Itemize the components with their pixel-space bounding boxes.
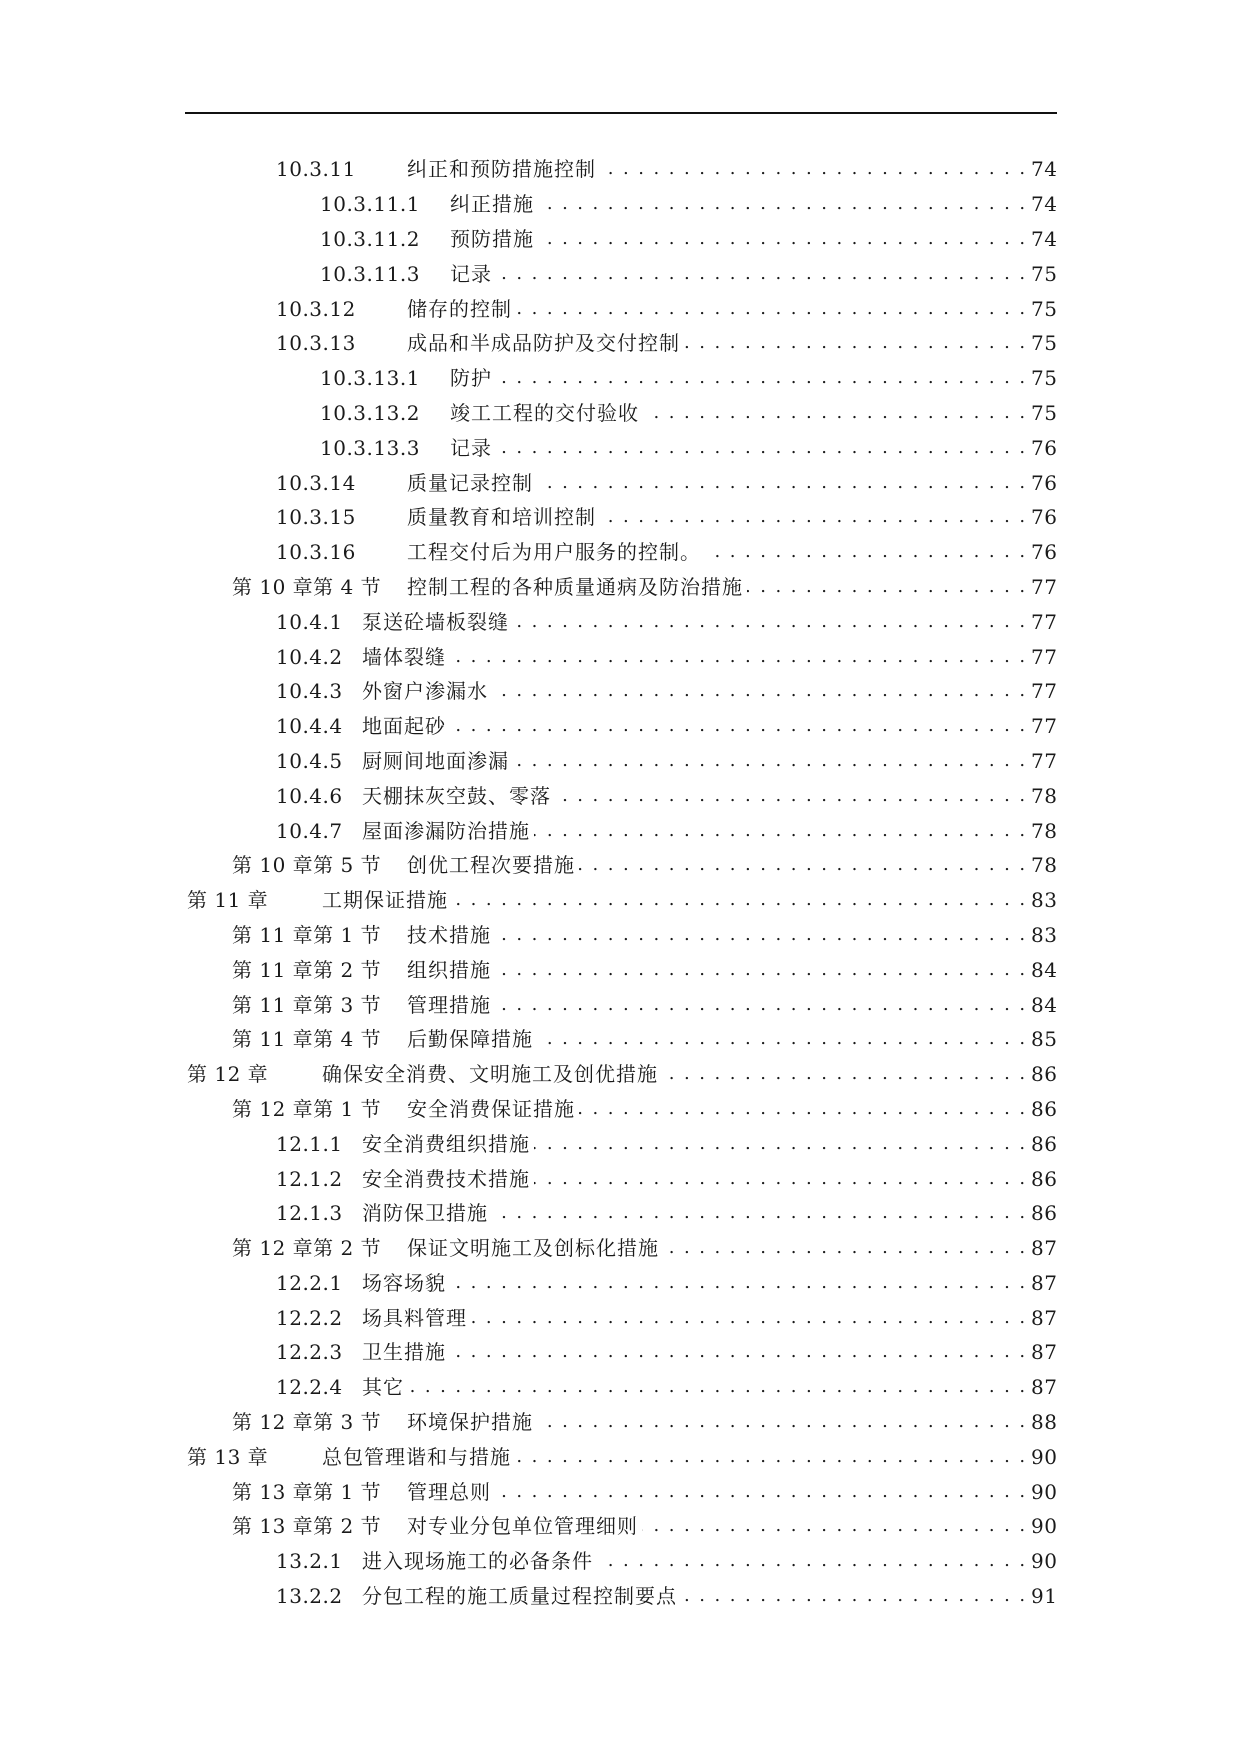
toc-entry[interactable] (0, 1092, 1241, 1127)
toc-entry-number: 第 11 章第 4 节 (232, 1027, 382, 1052)
toc-entry-number: 10.3.14 (276, 470, 356, 495)
toc-dot-leader (537, 1027, 1027, 1051)
toc-dot-leader (492, 679, 1027, 703)
toc-entry[interactable] (0, 1335, 1241, 1370)
toc-dot-leader (538, 192, 1027, 216)
toc-entry-page: 84 (1031, 992, 1058, 1017)
toc-entry-page: 87 (1031, 1340, 1058, 1365)
toc-entry-page: 83 (1031, 888, 1058, 913)
toc-entry-page: 75 (1031, 400, 1058, 425)
toc-dot-leader (534, 1132, 1027, 1156)
table-of-contents (0, 152, 1241, 1613)
toc-entry-number: 10.3.13.3 (320, 435, 420, 460)
toc-entry-page: 88 (1031, 1410, 1058, 1435)
toc-entry[interactable] (0, 604, 1241, 639)
toc-entry-title: 屋面渗漏防治措施 (362, 818, 530, 843)
toc-entry-title: 组织措施 (407, 957, 491, 982)
toc-entry-page: 86 (1031, 1166, 1058, 1191)
toc-dot-leader (663, 1236, 1027, 1260)
toc-entry-page: 77 (1031, 574, 1058, 599)
toc-entry-page: 74 (1031, 192, 1058, 217)
toc-entry[interactable] (0, 674, 1241, 709)
toc-entry[interactable] (0, 1126, 1241, 1161)
toc-entry-page: 75 (1031, 261, 1058, 286)
toc-entry[interactable] (0, 1405, 1241, 1440)
toc-entry-title: 质量记录控制 (407, 470, 533, 495)
toc-entry-number: 第 11 章第 3 节 (232, 992, 382, 1017)
toc-entry-number: 10.3.15 (276, 505, 356, 530)
toc-entry-title: 竣工工程的交付验收 (450, 400, 639, 425)
toc-dot-leader (515, 1445, 1027, 1469)
toc-entry[interactable] (0, 1266, 1241, 1301)
toc-dot-leader (495, 993, 1027, 1017)
toc-entry-title: 场容场貌 (362, 1270, 446, 1295)
toc-entry[interactable] (0, 396, 1241, 431)
toc-entry-number: 12.1.2 (276, 1166, 343, 1191)
toc-entry[interactable] (0, 813, 1241, 848)
toc-entry-number: 10.4.5 (276, 748, 343, 773)
toc-entry-title: 质量教育和培训控制 (407, 505, 596, 530)
toc-entry-page: 75 (1031, 296, 1058, 321)
toc-entry-page: 78 (1031, 853, 1058, 878)
toc-entry-title: 记录 (450, 261, 492, 286)
toc-entry-page: 76 (1031, 540, 1058, 565)
toc-dot-leader (747, 575, 1027, 599)
toc-entry-title: 创优工程次要措施 (407, 853, 575, 878)
toc-entry-title: 成品和半成品防护及交付控制 (407, 331, 680, 356)
toc-entry-number: 10.3.13.2 (320, 400, 420, 425)
toc-entry-number: 第 12 章第 1 节 (232, 1096, 382, 1121)
toc-entry-number: 13.2.2 (276, 1584, 343, 1609)
toc-entry-number: 10.4.2 (276, 644, 343, 669)
toc-entry-page: 76 (1031, 505, 1058, 530)
toc-entry-number: 10.4.1 (276, 609, 343, 634)
toc-entry-number: 10.3.13 (276, 331, 356, 356)
toc-entry-title: 储存的控制 (407, 296, 512, 321)
toc-entry-title: 墙体裂缝 (362, 644, 446, 669)
toc-entry-number: 10.4.3 (276, 679, 343, 704)
toc-dot-leader (496, 366, 1027, 390)
toc-entry-title: 卫生措施 (362, 1340, 446, 1365)
toc-entry[interactable] (0, 1579, 1241, 1614)
toc-entry-page: 85 (1031, 1027, 1058, 1052)
toc-entry-page: 74 (1031, 157, 1058, 182)
toc-entry[interactable] (0, 918, 1241, 953)
toc-dot-leader (450, 1271, 1027, 1295)
toc-entry-title: 环境保护措施 (407, 1410, 533, 1435)
toc-entry[interactable] (0, 848, 1241, 883)
toc-entry[interactable] (0, 1022, 1241, 1057)
toc-dot-leader (597, 1549, 1027, 1573)
toc-entry-number: 12.2.1 (276, 1270, 343, 1295)
toc-entry-number: 12.1.1 (276, 1131, 343, 1156)
toc-entry-title: 后勤保障措施 (407, 1027, 533, 1052)
toc-dot-leader (496, 262, 1027, 286)
toc-entry-number: 10.4.7 (276, 818, 343, 843)
toc-entry-page: 83 (1031, 922, 1058, 947)
toc-dot-leader (452, 888, 1027, 912)
toc-entry-title: 纠正措施 (450, 192, 534, 217)
toc-entry-number: 10.3.13.1 (320, 366, 420, 391)
toc-entry[interactable] (0, 1439, 1241, 1474)
toc-entry-title: 安全消费保证措施 (407, 1096, 575, 1121)
toc-entry-number: 10.3.11.3 (320, 261, 420, 286)
toc-entry-title: 厨厕间地面渗漏 (362, 748, 509, 773)
toc-entry-number: 10.4.4 (276, 714, 343, 739)
toc-entry[interactable] (0, 1057, 1241, 1092)
toc-dot-leader (643, 401, 1027, 425)
toc-entry-title: 工程交付后为用户服务的控制。 (407, 540, 701, 565)
toc-dot-leader (555, 784, 1027, 808)
toc-entry-title: 纠正和预防措施控制 (407, 157, 596, 182)
toc-entry[interactable] (0, 1196, 1241, 1231)
toc-dot-leader (513, 749, 1027, 773)
toc-dot-leader (450, 645, 1027, 669)
toc-entry[interactable] (0, 709, 1241, 744)
toc-entry-page: 86 (1031, 1131, 1058, 1156)
toc-entry[interactable] (0, 1544, 1241, 1579)
toc-dot-leader (450, 714, 1027, 738)
toc-entry-page: 90 (1031, 1444, 1058, 1469)
toc-dot-leader (492, 1201, 1027, 1225)
toc-entry[interactable] (0, 1300, 1241, 1335)
toc-entry-title: 消防保卫措施 (362, 1201, 488, 1226)
toc-entry-number: 10.3.12 (276, 296, 356, 321)
toc-entry-page: 90 (1031, 1514, 1058, 1539)
toc-entry-title: 其它 (362, 1375, 404, 1400)
toc-entry-title: 工期保证措施 (322, 888, 448, 913)
toc-entry-page: 77 (1031, 714, 1058, 739)
toc-dot-leader (662, 1062, 1027, 1086)
toc-entry-number: 12.2.3 (276, 1340, 343, 1365)
toc-entry-page: 87 (1031, 1305, 1058, 1330)
toc-entry-page: 75 (1031, 366, 1058, 391)
toc-entry-title: 安全消费技术措施 (362, 1166, 530, 1191)
toc-entry[interactable] (0, 222, 1241, 257)
toc-entry-page: 87 (1031, 1375, 1058, 1400)
toc-entry-page: 77 (1031, 748, 1058, 773)
toc-entry-page: 90 (1031, 1479, 1058, 1504)
toc-entry-number: 第 12 章第 3 节 (232, 1410, 382, 1435)
toc-entry-page: 76 (1031, 470, 1058, 495)
toc-entry-title: 对专业分包单位管理细则 (407, 1514, 638, 1539)
toc-entry-title: 管理措施 (407, 992, 491, 1017)
toc-entry-number: 第 11 章第 2 节 (232, 957, 382, 982)
toc-entry-number: 第 13 章 (187, 1444, 269, 1469)
toc-entry-number: 第 10 章第 4 节 (232, 574, 382, 599)
toc-dot-leader (495, 1480, 1027, 1504)
toc-entry-number: 第 11 章第 1 节 (232, 922, 382, 947)
toc-entry-number: 13.2.1 (276, 1549, 343, 1574)
toc-dot-leader (471, 1306, 1027, 1330)
toc-dot-leader (579, 1097, 1027, 1121)
toc-dot-leader (684, 331, 1027, 355)
toc-dot-leader (516, 297, 1027, 321)
toc-dot-leader (681, 1584, 1027, 1608)
toc-dot-leader (642, 1514, 1027, 1538)
toc-entry-page: 86 (1031, 1201, 1058, 1226)
toc-entry-page: 78 (1031, 783, 1058, 808)
toc-entry-title: 管理总则 (407, 1479, 491, 1504)
toc-entry-page: 86 (1031, 1062, 1058, 1087)
toc-entry[interactable] (0, 987, 1241, 1022)
toc-entry-page: 77 (1031, 679, 1058, 704)
toc-entry[interactable] (0, 256, 1241, 291)
toc-entry[interactable] (0, 465, 1241, 500)
toc-dot-leader (495, 958, 1027, 982)
toc-dot-leader (537, 471, 1027, 495)
toc-entry[interactable] (0, 187, 1241, 222)
toc-entry-title: 总包管理谐和与措施 (322, 1444, 511, 1469)
toc-dot-leader (600, 505, 1027, 529)
toc-entry-title: 确保安全消费、文明施工及创优措施 (322, 1062, 658, 1087)
toc-entry-page: 86 (1031, 1096, 1058, 1121)
toc-dot-leader (496, 436, 1027, 460)
toc-entry[interactable] (0, 500, 1241, 535)
toc-entry-number: 第 10 章第 5 节 (232, 853, 382, 878)
toc-entry-number: 10.3.11 (276, 157, 356, 182)
toc-entry-title: 外窗户渗漏水 (362, 679, 488, 704)
toc-entry[interactable] (0, 430, 1241, 465)
toc-entry-number: 10.4.6 (276, 783, 343, 808)
toc-entry-page: 90 (1031, 1549, 1058, 1574)
toc-entry-title: 泵送砼墙板裂缝 (362, 609, 509, 634)
toc-entry-number: 12.2.2 (276, 1305, 343, 1330)
toc-dot-leader (495, 923, 1027, 947)
toc-entry[interactable] (0, 326, 1241, 361)
toc-entry-page: 76 (1031, 435, 1058, 460)
toc-entry-title: 地面起砂 (362, 714, 446, 739)
toc-entry-number: 第 12 章 (187, 1062, 269, 1087)
toc-dot-leader (705, 540, 1027, 564)
toc-entry[interactable] (0, 1509, 1241, 1544)
toc-entry[interactable] (0, 1161, 1241, 1196)
toc-dot-leader (537, 1410, 1027, 1434)
toc-entry-title: 分包工程的施工质量过程控制要点 (362, 1584, 677, 1609)
toc-entry-title: 天棚抹灰空鼓、零落 (362, 783, 551, 808)
toc-entry-number: 10.3.11.2 (320, 226, 420, 251)
toc-entry[interactable] (0, 778, 1241, 813)
toc-dot-leader (579, 853, 1027, 877)
toc-entry-number: 第 12 章第 2 节 (232, 1236, 382, 1261)
toc-dot-leader (534, 1167, 1027, 1191)
toc-entry-page: 77 (1031, 609, 1058, 634)
toc-entry[interactable] (0, 535, 1241, 570)
toc-entry[interactable] (0, 570, 1241, 605)
header-rule (185, 112, 1057, 114)
toc-entry-page: 87 (1031, 1270, 1058, 1295)
toc-entry-title: 安全消费组织措施 (362, 1131, 530, 1156)
toc-entry[interactable] (0, 1474, 1241, 1509)
toc-dot-leader (538, 227, 1027, 251)
toc-entry-page: 78 (1031, 818, 1058, 843)
toc-entry-number: 12.1.3 (276, 1201, 343, 1226)
toc-dot-leader (600, 157, 1027, 181)
toc-entry-title: 记录 (450, 435, 492, 460)
toc-dot-leader (534, 819, 1027, 843)
toc-entry-title: 保证文明施工及创标化措施 (407, 1236, 659, 1261)
toc-entry[interactable] (0, 291, 1241, 326)
toc-entry-title: 防护 (450, 366, 492, 391)
toc-entry-page: 84 (1031, 957, 1058, 982)
toc-entry-page: 91 (1031, 1584, 1058, 1609)
toc-entry[interactable] (0, 744, 1241, 779)
toc-entry-number: 10.3.16 (276, 540, 356, 565)
toc-entry-number: 第 13 章第 2 节 (232, 1514, 382, 1539)
toc-entry[interactable] (0, 152, 1241, 187)
toc-entry[interactable] (0, 1231, 1241, 1266)
toc-entry-page: 87 (1031, 1236, 1058, 1261)
toc-entry-number: 第 13 章第 1 节 (232, 1479, 382, 1504)
toc-entry-number: 12.2.4 (276, 1375, 343, 1400)
toc-entry[interactable] (0, 361, 1241, 396)
toc-entry[interactable] (0, 639, 1241, 674)
toc-entry-number: 第 11 章 (187, 888, 269, 913)
toc-entry-title: 场具料管理 (362, 1305, 467, 1330)
toc-entry-page: 75 (1031, 331, 1058, 356)
toc-entry-title: 预防措施 (450, 226, 534, 251)
toc-entry[interactable] (0, 1370, 1241, 1405)
toc-dot-leader (408, 1375, 1027, 1399)
toc-entry[interactable] (0, 952, 1241, 987)
toc-entry-title: 技术措施 (407, 922, 491, 947)
toc-entry-page: 74 (1031, 226, 1058, 251)
toc-dot-leader (513, 610, 1027, 634)
toc-entry-title: 控制工程的各种质量通病及防治措施 (407, 574, 743, 599)
toc-entry-title: 进入现场施工的必备条件 (362, 1549, 593, 1574)
toc-entry[interactable] (0, 883, 1241, 918)
toc-entry-page: 77 (1031, 644, 1058, 669)
toc-dot-leader (450, 1340, 1027, 1364)
toc-entry-number: 10.3.11.1 (320, 192, 420, 217)
